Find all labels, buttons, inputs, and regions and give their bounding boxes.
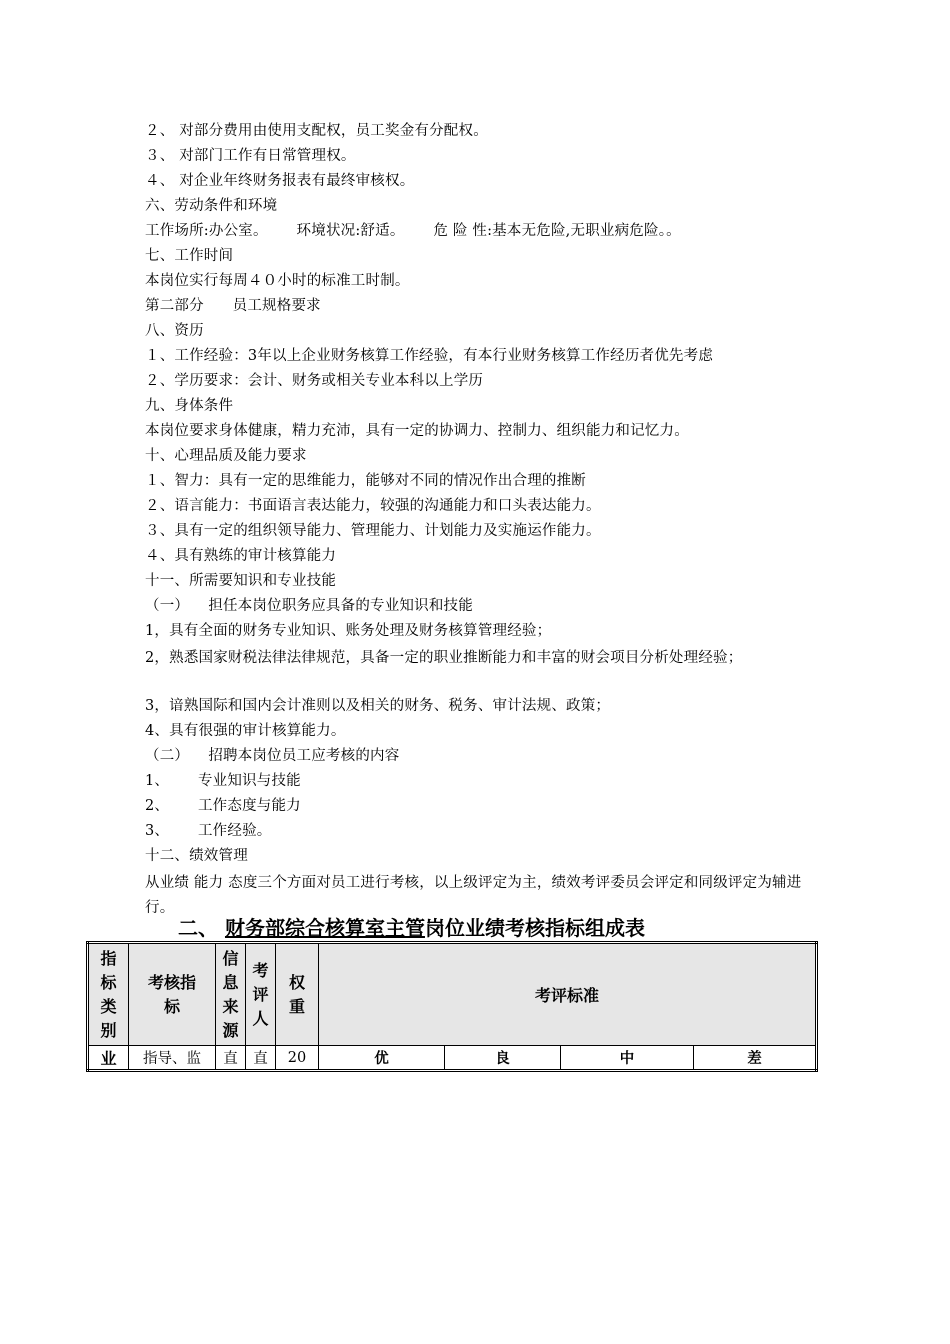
cell-category: 业: [88, 1046, 129, 1071]
cell-weight: 20: [276, 1046, 319, 1071]
text-line: ２、学历要求：会计、财务或相关专业本科以上学历: [145, 373, 484, 389]
text-line: 1，具有全面的财务专业知识、账务处理及财务核算管理经验；: [145, 623, 552, 639]
cell-grade-excellent: 优: [319, 1046, 445, 1071]
section-heading: 九、身体条件: [145, 398, 234, 414]
table-title-rest: 岗位业绩考核指标组成表: [424, 916, 645, 940]
part-heading: 第二部分 员工规格要求: [145, 298, 321, 314]
cell-source: 直: [216, 1046, 246, 1071]
text-paragraph: 2，熟悉国家财税法律法律规范，具备一定的职业推断能力和丰富的财会项目分析处理经验；: [145, 650, 743, 666]
subsection-heading: （二） 招聘本岗位员工应考核的内容: [145, 748, 400, 764]
text-paragraph: 从业绩 能力 态度三个方面对员工进行考核，以上级评定为主，绩效考评委员会评定和同级评定为辅进行。: [145, 875, 802, 916]
cell-indicator: 指导、监: [129, 1046, 216, 1071]
section-heading: 六、劳动条件和环境: [145, 198, 278, 214]
text-line: 3、 工作经验。: [145, 823, 272, 839]
text-line: ２、语言能力：书面语言表达能力，较强的沟通能力和口头表达能力。: [145, 498, 601, 514]
table-title: [178, 915, 645, 941]
cell-grade-good: 良: [445, 1046, 561, 1071]
section-heading: 十二、绩效管理: [145, 848, 248, 864]
header-evaluator: 考评人: [246, 943, 276, 1046]
text-line: ３、具有一定的组织领导能力、管理能力、计划能力及实施运作能力。: [145, 523, 601, 539]
text-line: 本岗位要求身体健康，精力充沛，具有一定的协调力、控制力、组织能力和记忆力。: [145, 423, 689, 439]
table-title-underlined: 财务部综合核算室主管: [224, 916, 425, 940]
section-heading: 十一、所需要知识和专业技能: [145, 573, 337, 589]
header-weight: 权重: [276, 943, 319, 1046]
text-line: ３、 对部门工作有日常管理权。: [145, 148, 356, 164]
text-line: 本岗位实行每周４０小时的标准工时制。: [145, 273, 410, 289]
text-line: 工作场所:办公室。 环境状况:舒适。 危 险 性:基本无危险,无职业病危险。。: [145, 223, 681, 239]
text-line: 1、 专业知识与技能: [145, 773, 301, 789]
table-row: [88, 1046, 817, 1071]
cell-grade-average: 中: [561, 1046, 694, 1071]
subsection-heading: （一） 担任本岗位职务应具备的专业知识和技能: [145, 598, 473, 614]
header-standard: 考评标准: [319, 943, 817, 1046]
text-line: 3，谙熟国际和国内会计准则以及相关的财务、税务、审计法规、政策；: [145, 698, 611, 714]
text-line: ４、 对企业年终财务报表有最终审核权。: [145, 173, 415, 189]
text-line: １、智力：具有一定的思维能力，能够对不同的情况作出合理的推断: [145, 473, 586, 489]
header-indicator: 考核指标: [129, 943, 216, 1046]
cell-evaluator: 直: [246, 1046, 276, 1071]
section-heading: 十、心理品质及能力要求: [145, 448, 307, 464]
text-line: ４、具有熟练的审计核算能力: [145, 548, 337, 564]
text-line: ２、 对部分费用由使用支配权，员工奖金有分配权。: [145, 123, 488, 139]
text-line: １、工作经验：3年以上企业财务核算工作经验，有本行业财务核算工作经历者优先考虑: [145, 348, 714, 364]
section-heading: 八、资历: [145, 323, 204, 339]
header-category: 指标类别: [88, 943, 129, 1046]
cell-grade-poor: 差: [694, 1046, 817, 1071]
text-line: 4、具有很强的审计核算能力。: [145, 723, 346, 739]
table-header-row: [88, 943, 817, 1046]
table-title-prefix: 二、: [178, 916, 225, 940]
header-source: 信息来源: [216, 943, 246, 1046]
kpi-table: [86, 941, 818, 1072]
section-heading: 七、工作时间: [145, 248, 234, 264]
text-line: 2、 工作态度与能力: [145, 798, 301, 814]
